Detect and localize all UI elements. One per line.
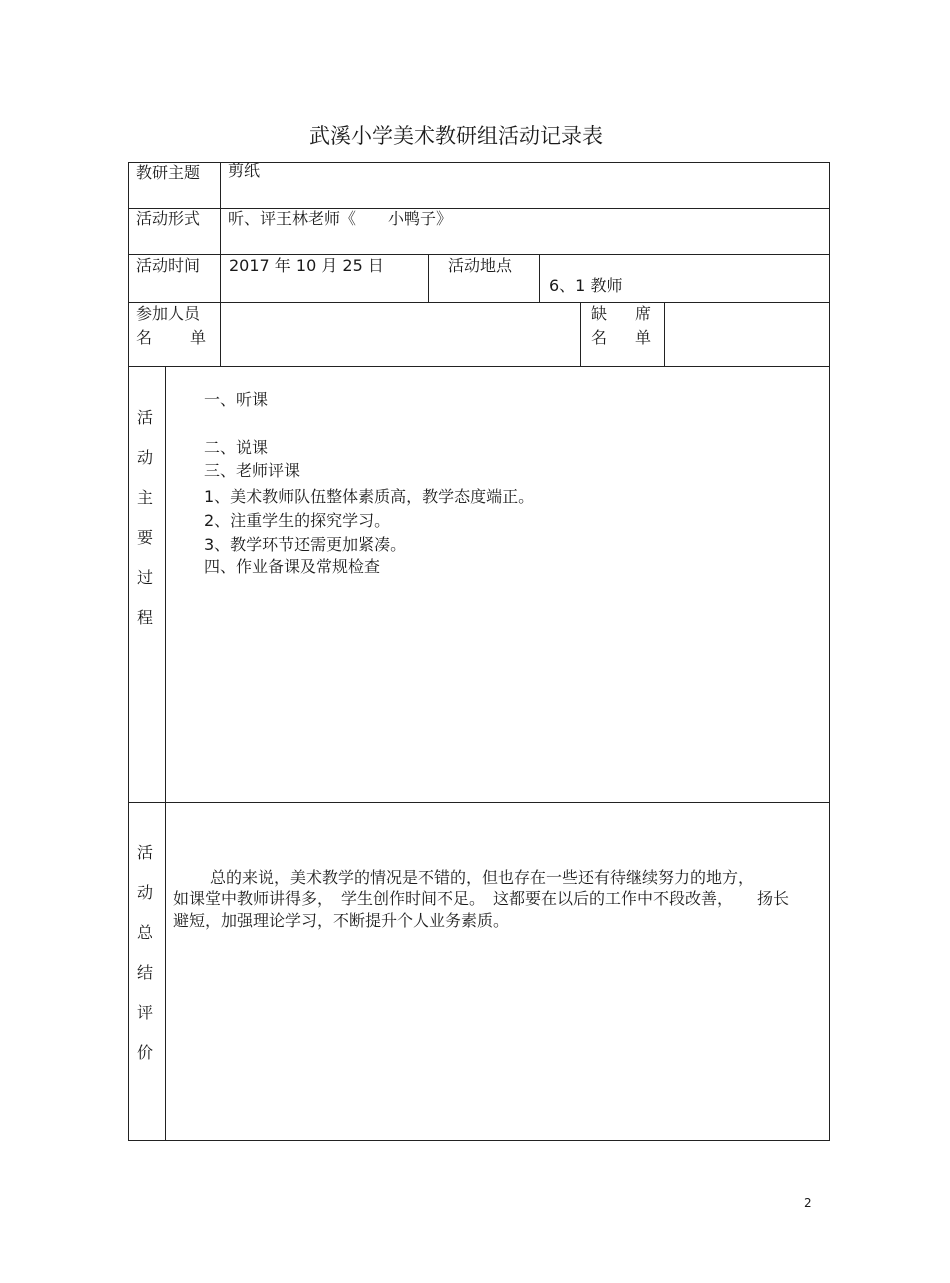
side-label-char: 活 — [136, 843, 153, 862]
participants-label-char: 单 — [189, 328, 206, 347]
topic-value: 剪纸 — [228, 161, 261, 180]
side-label-char: 要 — [136, 528, 153, 547]
absent-label-char: 缺 — [591, 304, 608, 323]
time-place-divider — [539, 254, 540, 302]
process-line: 1、美术教师队伍整体素质高，教学态度端正。 — [204, 487, 535, 506]
absent-label-line2 — [591, 328, 651, 348]
page-title: 武溪小学美术教研组活动记录表 — [309, 124, 603, 148]
summary-line: 避短，加强理论学习，不断提升个人业务素质。 — [173, 911, 510, 930]
table-border-left — [128, 162, 129, 1141]
summary-side-label — [135, 843, 155, 1083]
summary-line: 如课堂中教师讲得多， 学生创作时间不足。 这都要在以后的工作中不段改善， 扬长 — [173, 889, 790, 908]
participants-label: 参加人员 — [136, 304, 201, 323]
page-number: 2 — [804, 1196, 812, 1210]
form-label: 活动形式 — [136, 209, 201, 228]
process-side-label — [135, 408, 155, 648]
side-label-char: 动 — [136, 448, 153, 467]
absent-label-char: 席 — [634, 304, 651, 323]
side-label-char: 结 — [136, 963, 153, 982]
absent-divider — [580, 302, 581, 367]
process-line: 一、听课 — [204, 390, 269, 409]
side-label-divider — [165, 366, 166, 1141]
table-divider — [128, 302, 830, 303]
table-border-right — [829, 162, 830, 1141]
topic-label: 教研主题 — [136, 163, 201, 182]
process-line: 2、注重学生的探究学习。 — [204, 511, 391, 530]
time-place-divider — [428, 254, 429, 302]
participants-label-char: 名 — [136, 328, 153, 347]
side-label-char: 动 — [136, 883, 153, 902]
process-line: 四、作业备课及常规检查 — [204, 557, 381, 576]
side-label-char: 总 — [136, 923, 153, 942]
table-divider — [128, 366, 830, 367]
table-divider — [128, 254, 830, 255]
label-column-divider — [220, 162, 221, 367]
absent-label-line1 — [591, 304, 651, 324]
absent-divider — [664, 302, 665, 367]
side-label-char: 主 — [136, 488, 153, 507]
table-border-bottom — [128, 1140, 830, 1141]
absent-label-char: 单 — [634, 328, 651, 347]
side-label-char: 评 — [136, 1003, 153, 1022]
table-divider — [128, 802, 830, 803]
place-label: 活动地点 — [448, 256, 513, 275]
side-label-char: 活 — [136, 408, 153, 427]
process-line: 二、说课 — [204, 438, 269, 457]
participants-label-line2 — [136, 328, 206, 348]
side-label-char: 价 — [136, 1043, 153, 1062]
process-line: 3、教学环节还需更加紧凑。 — [204, 535, 407, 554]
process-line: 三、老师评课 — [204, 461, 301, 480]
place-value: 6、1 教师 — [549, 276, 623, 295]
time-value: 2017 年 10 月 25 日 — [229, 256, 384, 275]
absent-label-char: 名 — [591, 328, 608, 347]
form-value: 听、评王林老师《 小鸭子》 — [228, 209, 453, 228]
summary-line: 总的来说，美术教学的情况是不错的，但也存在一些还有待继续努力的地方， — [210, 868, 755, 887]
side-label-char: 程 — [136, 608, 153, 627]
side-label-char: 过 — [136, 568, 153, 587]
time-label: 活动时间 — [136, 256, 201, 275]
